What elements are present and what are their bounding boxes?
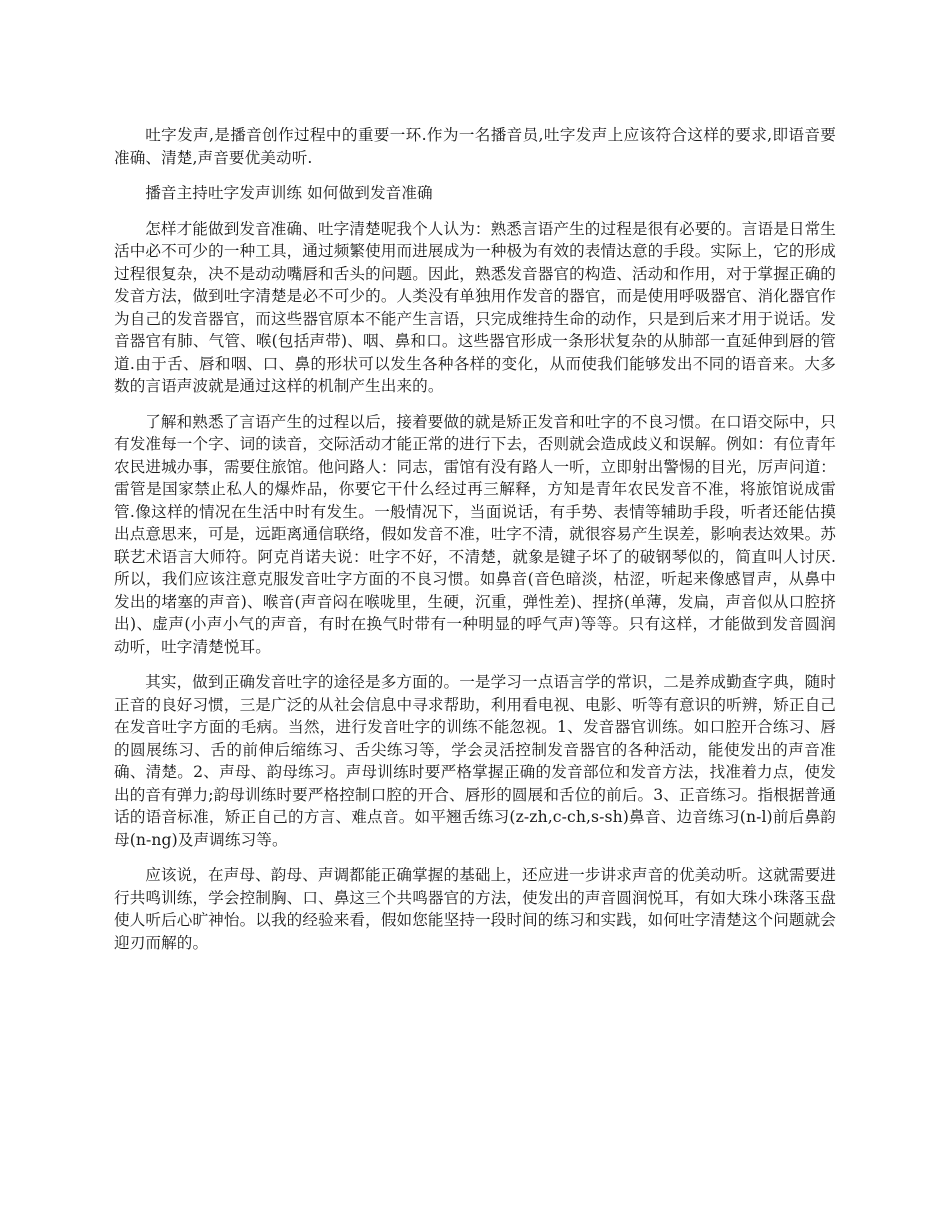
paragraph-training-methods: 其实，做到正确发音吐字的途径是多方面的。一是学习一点语言学的常识，二是养成勤查字典，随时正音的良好习惯，三是广泛的从社会信息中寻求帮助，利用看电视、电影、听等有意识的听辨，矫正自己在发音吐字方面的毛病。当然，进行发音吐字的训练不能忽视。1、发音器官训练。如口腔开合练习、唇的圆展练习、舌的前伸后缩练习、舌尖练习等，学会灵活控制发音器官的各种活动，能使发出的声音准确、清楚。2、声母、韵母练习。声母训练时要严格掌握正确的发音部位和发音方法，找准着力点，使发出的音有弹力;韵母训练时要严格控制口腔的开合、唇形的圆展和舌位的前后。3、正音练习。指根据普通话的语音标准，矫正自己的方言、难点音。如平翘舌练习(z-zh,c-ch,s-sh)鼻音、边音练习(n-l)前后鼻韵母(n-ng)及声调练习等。 xyxy=(114,673,836,849)
paragraph-speech-production: 怎样才能做到发音准确、吐字清楚呢我个人认为：熟悉言语产生的过程是很有必要的。言语是日常生活中必不可少的一种工具，通过频繁使用而进展成为一种极为有效的表情达意的手段。实际上，它的形成过程很复杂，决不是动动嘴唇和舌头的问题。因此，熟悉发音器官的构造、活动和作用，对于掌握正确的发音方法，做到吐字清楚是必不可少的。人类没有单独用作发音的器官，而是使用呼吸器官、消化器官作为自己的发音器官，而这些器官原本不能产生言语，只完成维持生命的动作，只是到后来才用于说话。发音器官有肺、气管、喉(包括声带)、咽、鼻和口。这些器官形成一条形状复杂的从肺部一直延伸到唇的管道.由于舌、唇和咽、口、鼻的形状可以发生各种各样的变化，从而使我们能够发出不同的语音来。大多数的言语声波就是通过这样的机制产生出来的。 xyxy=(114,219,836,395)
document-body xyxy=(114,124,836,967)
paragraph-resonance: 应该说，在声母、韵母、声调都能正确掌握的基础上，还应进一步讲求声音的优美动听。这就需要进行共鸣训练，学会控制胸、口、鼻这三个共鸣器官的方法，使发出的声音圆润悦耳，有如大珠小珠落玉盘使人听后心旷神怡。以我的经验来看，假如您能坚持一段时间的练习和实践，如何吐字清楚这个问题就会迎刃而解的。 xyxy=(114,866,836,952)
paragraph-intro: 吐字发声,是播音创作过程中的重要一环.作为一名播音员,吐字发声上应该符合这样的要求,即语音要准确、清楚,声音要优美动听. xyxy=(114,126,836,167)
section-heading: 播音主持吐字发声训练 如何做到发音准确 xyxy=(145,184,433,202)
paragraph-bad-habits: 了解和熟悉了言语产生的过程以后，接着要做的就是矫正发音和吐字的不良习惯。在口语交际中，只有发准每一个字、词的读音，交际活动才能正常的进行下去，否则就会造成歧义和误解。例如：有位青年农民进城办事，需要住旅馆。他问路人：同志，雷馆有没有路人一听，立即射出警惕的目光，厉声问道：雷管是国家禁止私人的爆炸品，你要它干什么经过再三解释，方知是青年农民发音不准，将旅馆说成雷管.像这样的情况在生活中时有发生。一般情况下，当面说话，有手势、表情等辅助手段，听者还能估摸出点意思来，可是，远距离通信联络，假如发音不准，吐字不清，就很容易产生误差，影响表达效果。苏联艺术语言大师符。阿克肖诺夫说：吐字不好，不清楚，就象是键子坏了的破钢琴似的，简直叫人讨厌.所以，我们应该注意克服发音吐字方面的不良习惯。如鼻音(音色暗淡，枯涩，听起来像感冒声，从鼻中发出的堵塞的声音)、喉音(声音闷在喉咙里，生硬，沉重，弹性差)、捏挤(单薄，发扁，声音似从口腔挤出)、虚声(小声小气的声音，有时在换气时带有一种明显的呼气声)等等。只有这样，才能做到发音圆润动听，吐字清楚悦耳。 xyxy=(114,412,836,656)
